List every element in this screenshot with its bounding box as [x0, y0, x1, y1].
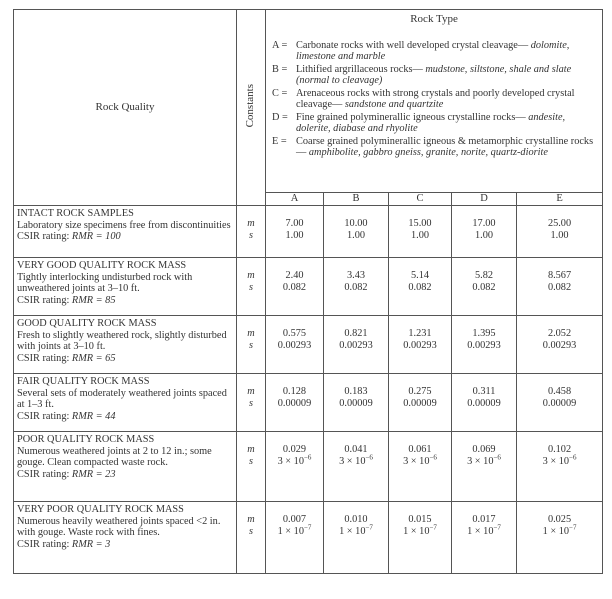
value-cell [266, 206, 324, 258]
value-cell [389, 258, 452, 316]
value-cell [517, 316, 603, 374]
value-cell [324, 374, 389, 432]
constant-s: s [248, 282, 253, 293]
value-cell [324, 502, 389, 574]
m-value: 8.567 [547, 270, 572, 281]
rock-type-description: Lithified argrillaceous rocks— mudstone, siltstone, shale and slate (normal to cleavage) [296, 63, 572, 86]
csir-rating: CSIR rating: RMR = 65 [17, 352, 116, 364]
csir-rating: CSIR rating: RMR = 85 [17, 294, 116, 306]
rock-constants-table [13, 9, 603, 574]
s-value: 0.00293 [403, 340, 437, 351]
constant-m: m [247, 328, 255, 339]
m-value: 0.821 [344, 328, 368, 339]
s-value: $3 \times 10^{-6}$ [403, 453, 437, 467]
value-cell [389, 374, 452, 432]
constant-m: m [247, 218, 255, 229]
column-header-e: E [517, 193, 603, 206]
value-cell [452, 258, 517, 316]
m-value: 25.00 [547, 218, 572, 229]
s-value: 1.00 [346, 230, 366, 241]
constant-m: m [247, 270, 255, 281]
m-value: 0.041 [344, 444, 368, 455]
s-exponent: −6 [429, 453, 437, 462]
m-value: 0.311 [472, 386, 496, 397]
rock-type-letter: D = [272, 111, 288, 123]
s-value: $1 \times 10^{-7}$ [403, 523, 437, 537]
rock-quality-header: Rock Quality [14, 10, 237, 206]
s-exponent: −6 [569, 453, 577, 462]
value-cell [452, 432, 517, 502]
m-value: 0.061 [408, 444, 432, 455]
constant-s: s [248, 526, 253, 537]
m-value: 10.00 [344, 218, 368, 229]
s-value: $1 \times 10^{-7}$ [467, 523, 501, 537]
s-value: $3 \times 10^{-6}$ [277, 453, 312, 467]
rock-quality-title: POOR QUALITY ROCK MASS [17, 434, 155, 445]
m-value: 7.00 [285, 218, 304, 229]
constant-s: s [248, 456, 253, 467]
s-value: 0.082 [408, 282, 432, 293]
m-value: 2.40 [285, 270, 304, 281]
s-value: 0.082 [344, 282, 368, 293]
value-cell [324, 432, 389, 502]
s-value: $1 \times 10^{-7}$ [277, 523, 312, 537]
csir-rating: CSIR rating: RMR = 23 [17, 468, 116, 480]
rock-type-letter: E = [272, 135, 287, 147]
s-value: $3 \times 10^{-6}$ [542, 453, 577, 467]
m-value: 5.14 [410, 270, 430, 281]
constant-s: s [248, 398, 253, 409]
s-value: 0.082 [472, 282, 496, 293]
rock-quality-description: Fresh to slightly weathered rock, slightly disturbed with joints at 3–10 ft. [17, 329, 227, 352]
rock-type-examples: amphibolite, gabbro gneiss, granite, norite, quartz-diorite [308, 147, 548, 158]
constants-cell [237, 432, 266, 502]
m-value: 1.395 [472, 328, 496, 339]
rock-quality-title: GOOD QUALITY ROCK MASS [17, 318, 157, 329]
csir-rating: CSIR rating: RMR = 44 [17, 410, 116, 422]
m-value: 0.183 [344, 386, 368, 397]
value-cell [517, 258, 603, 316]
s-exponent: −7 [365, 523, 373, 532]
table-row [14, 316, 603, 374]
m-value: 0.007 [282, 514, 307, 525]
s-exponent: −7 [429, 523, 437, 532]
m-value: 0.029 [282, 444, 307, 455]
rock-quality-description: Numerous weathered joints at 2 to 12 in.; some gouge. Clean compacted waste rock. [17, 445, 212, 468]
constants-cell [237, 258, 266, 316]
table-row [14, 206, 603, 258]
rock-type-examples: andesite, dolerite, diabase and rhyolite [296, 111, 566, 134]
value-cell [266, 502, 324, 574]
m-value: 0.015 [408, 514, 432, 525]
column-header-c: C [389, 193, 452, 206]
s-exponent: −7 [569, 523, 577, 532]
s-value: 1.00 [285, 230, 304, 241]
value-cell [266, 316, 324, 374]
value-cell [324, 206, 389, 258]
value-cell [389, 432, 452, 502]
rmr-value: RMR = 100 [71, 231, 121, 242]
s-value: 0.082 [282, 282, 307, 293]
rmr-value: RMR = 3 [71, 538, 111, 550]
value-cell [517, 502, 603, 574]
rock-quality-cell [14, 502, 237, 574]
m-value: 0.102 [547, 444, 572, 455]
s-value: $1 \times 10^{-7}$ [339, 523, 373, 537]
m-value: 2.052 [547, 328, 572, 339]
m-value: 0.275 [408, 386, 432, 397]
rock-quality-title: INTACT ROCK SAMPLES [17, 208, 134, 219]
s-value: $3 \times 10^{-6}$ [467, 453, 501, 467]
rock-type-item [272, 112, 596, 135]
rock-type-item [272, 88, 596, 111]
value-cell [389, 316, 452, 374]
s-value: 0.00293 [467, 340, 501, 351]
constants-header [237, 10, 266, 206]
rock-quality-title: FAIR QUALITY ROCK MASS [17, 376, 150, 387]
s-value: 1.00 [550, 230, 569, 241]
rock-quality-cell [14, 316, 237, 374]
value-cell [452, 206, 517, 258]
m-value: 17.00 [472, 218, 496, 229]
csir-rating: CSIR rating: RMR = 3 [17, 538, 111, 550]
constant-m: m [247, 444, 255, 455]
m-value: 5.82 [474, 270, 494, 281]
m-value: 0.017 [472, 514, 496, 525]
s-value: $1 \times 10^{-7}$ [542, 523, 577, 537]
rock-type-letter: C = [272, 87, 288, 99]
m-value: 0.069 [472, 444, 496, 455]
s-value: $3 \times 10^{-6}$ [339, 453, 373, 467]
rock-quality-cell [14, 374, 237, 432]
value-cell [389, 502, 452, 574]
table-row [14, 374, 603, 432]
s-exponent: −6 [493, 453, 501, 462]
rock-quality-cell [14, 432, 237, 502]
rock-type-letter: A = [272, 39, 288, 51]
rock-type-item [272, 40, 596, 63]
rock-quality-description: Several sets of moderately weathered joints spaced at 1–3 ft. [17, 387, 227, 410]
value-cell [266, 432, 324, 502]
table-row [14, 258, 603, 316]
value-cell [266, 258, 324, 316]
constants-cell [237, 502, 266, 574]
s-value: 0.082 [547, 282, 572, 293]
rock-type-item [272, 64, 596, 87]
rock-type-description: Coarse grained polyminerallic igneous & metamorphic crystalline rocks— amphibolite, gabbro gneiss, granite, norite, quartz-diorite [296, 135, 594, 158]
m-value: 1.231 [408, 328, 432, 339]
constant-m: m [247, 514, 255, 525]
s-exponent: −6 [365, 453, 373, 462]
value-cell [452, 316, 517, 374]
rock-type-examples: dolomite, limestone and marble [296, 39, 570, 62]
csir-rating: CSIR rating: RMR = 100 [17, 231, 121, 242]
column-header-a: A [266, 193, 324, 206]
table-row [14, 432, 603, 502]
value-cell [266, 374, 324, 432]
s-value: 0.00009 [467, 398, 501, 409]
constants-cell [237, 206, 266, 258]
value-cell [389, 206, 452, 258]
s-value: 0.00293 [339, 340, 373, 351]
m-value: 0.128 [282, 386, 307, 397]
constants-cell [237, 374, 266, 432]
m-value: 0.025 [547, 514, 572, 525]
constant-s: s [248, 340, 253, 351]
rock-quality-cell [14, 258, 237, 316]
m-value: 15.00 [408, 218, 432, 229]
s-value: 1.00 [474, 230, 494, 241]
rock-type-title: Rock Type [410, 13, 458, 25]
m-value: 0.575 [282, 328, 307, 339]
s-exponent: −7 [493, 523, 501, 532]
rmr-value: RMR = 65 [71, 352, 116, 364]
table-row [14, 502, 603, 574]
rmr-value: RMR = 44 [71, 410, 116, 422]
m-value: 3.43 [346, 270, 366, 281]
column-header-b: B [324, 193, 389, 206]
rock-type-description: Carbonate rocks with well developed crystal cleavage— dolomite, limestone and marble [296, 39, 570, 62]
rock-type-description: Fine grained polyminerallic igneous crystalline rocks— andesite, dolerite, diabase and rhyolite [296, 111, 566, 134]
m-value: 0.010 [344, 514, 368, 525]
rock-type-list [272, 40, 596, 159]
constant-s: s [248, 230, 253, 241]
s-exponent: −6 [303, 453, 312, 462]
constants-cell [237, 316, 266, 374]
value-cell [452, 502, 517, 574]
rock-type-letter: B = [272, 63, 288, 75]
s-exponent: −7 [303, 523, 312, 532]
rmr-value: RMR = 85 [71, 294, 116, 306]
value-cell [517, 432, 603, 502]
rock-type-examples: sandstone and quartzite [344, 99, 444, 110]
rock-type-legend [266, 10, 603, 193]
value-cell [324, 316, 389, 374]
rock-type-item [272, 136, 596, 159]
s-value: 1.00 [410, 230, 430, 241]
s-value: 0.00009 [403, 398, 437, 409]
value-cell [517, 374, 603, 432]
rock-quality-title: VERY POOR QUALITY ROCK MASS [17, 504, 184, 515]
rock-type-description: Arenaceous rocks with strong crystals and poorly developed crystal cleavage— sandstone and quartzite [296, 87, 575, 110]
s-value: 0.00293 [542, 340, 577, 351]
rock-type-examples: mudstone, siltstone, shale and slate (normal to cleavage) [296, 63, 572, 86]
column-header-d: D [452, 193, 517, 206]
rmr-value: RMR = 23 [71, 468, 116, 480]
m-value: 0.458 [547, 386, 572, 397]
value-cell [517, 206, 603, 258]
rock-quality-title: VERY GOOD QUALITY ROCK MASS [17, 260, 187, 271]
rock-quality-cell [14, 206, 237, 258]
s-value: 0.00293 [277, 340, 312, 351]
s-value: 0.00009 [542, 398, 577, 409]
value-cell [324, 258, 389, 316]
s-value: 0.00009 [277, 398, 312, 409]
rock-quality-description: Numerous heavily weathered joints spaced <2 in. with gouge. Waste rock with fines. [17, 515, 221, 538]
s-value: 0.00009 [339, 398, 373, 409]
value-cell [452, 374, 517, 432]
rock-quality-description: Tightly interlocking undisturbed rock with unweathered joints at 3–10 ft. [17, 271, 193, 294]
rock-quality-description: Laboratory size specimens free from discontinuities [17, 219, 231, 231]
constant-m: m [247, 386, 255, 397]
constants-label: Constants [244, 84, 257, 128]
